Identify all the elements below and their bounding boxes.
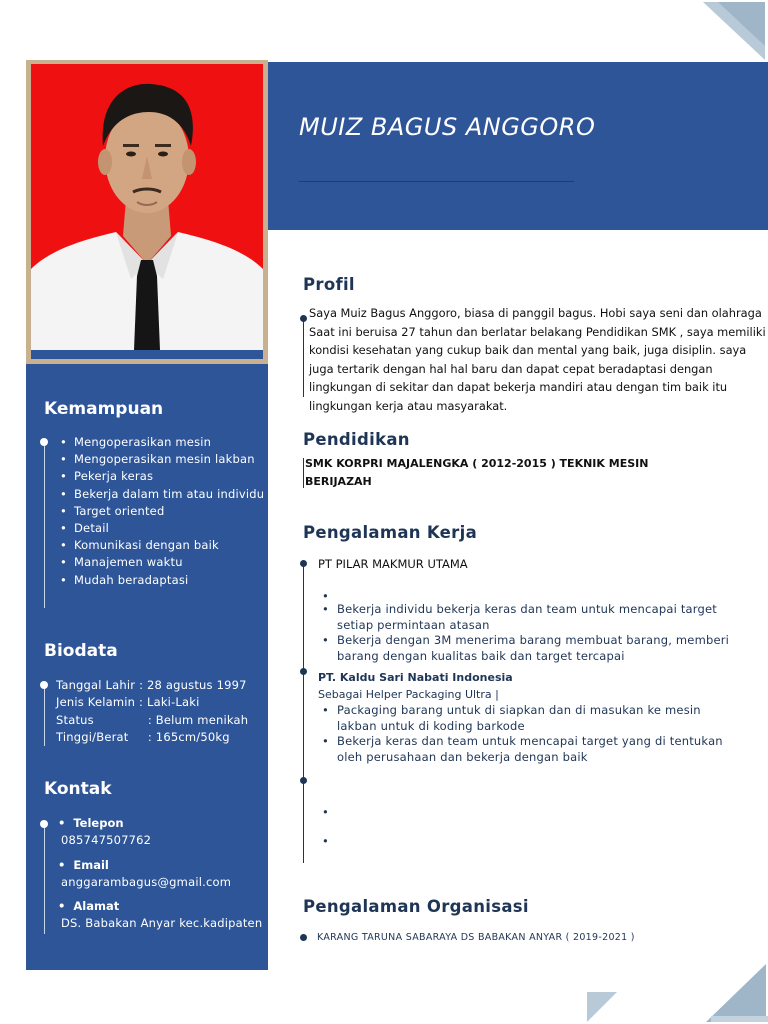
contact-title: Kontak xyxy=(44,779,112,799)
skills-list xyxy=(58,434,268,589)
sidebar xyxy=(26,364,268,970)
empty-bullet: • xyxy=(322,834,329,848)
biodata-timeline xyxy=(44,684,45,746)
education-title: Pendidikan xyxy=(303,430,410,449)
list-item: • Detail xyxy=(58,520,268,537)
list-item: • Mudah beradaptasi xyxy=(58,572,268,589)
phone-value: 085747507762 xyxy=(61,833,152,847)
list-item: • Mengoperasikan mesin xyxy=(58,434,268,451)
biodata-title: Biodata xyxy=(44,641,118,661)
decor-triangle-bottom-small xyxy=(587,992,617,1022)
education-entry xyxy=(305,455,665,490)
experience-timeline xyxy=(303,563,304,863)
email-value: anggarambagus@gmail.com xyxy=(61,875,232,889)
biodata-timeline-dot xyxy=(40,681,48,689)
contact-timeline-dot xyxy=(40,820,48,828)
candidate-name: MUIZ BAGUS ANGGORO xyxy=(299,113,596,141)
person-portrait-icon xyxy=(31,64,263,350)
organization-title: Pengalaman Organisasi xyxy=(303,897,529,916)
name-underline xyxy=(299,181,574,182)
biodata-row-birth: Tanggal Lahir : 28 agustus 1997 xyxy=(56,678,247,692)
empty-bullet: • xyxy=(322,805,329,819)
experience-timeline-dot xyxy=(300,777,307,784)
job2-duties xyxy=(318,703,738,765)
job-company: PT PILAR MAKMUR UTAMA xyxy=(318,557,468,571)
education-timeline xyxy=(303,458,304,488)
list-item: • Komunikasi dengan baik xyxy=(58,537,268,554)
list-item: • Bekerja individu bekerja keras dan team untuk mencapai target setiap permintaan atasan xyxy=(318,602,738,633)
profile-photo xyxy=(31,64,263,350)
experience-title: Pengalaman Kerja xyxy=(303,523,477,542)
list-item: • Pekerja keras xyxy=(58,468,268,485)
skills-timeline xyxy=(44,442,45,608)
address-value: DS. Babakan Anyar kec.kadipaten xyxy=(61,916,263,930)
biodata-row-status: Status : Belum menikah xyxy=(56,713,249,727)
empty-bullet: • xyxy=(322,589,329,603)
list-item: • Bekerja keras dan team untuk mencapai target yang di tentukan oleh perusahaan dan bekerja dengan baik xyxy=(318,734,738,765)
email-label: • Email xyxy=(58,858,109,872)
address-label: • Alamat xyxy=(58,899,119,913)
list-item: • Bekerja dalam tim atau individu xyxy=(58,486,268,503)
photo-bottom-strip xyxy=(31,350,263,359)
list-item: • Manajemen waktu xyxy=(58,554,268,571)
job1-duties xyxy=(318,602,738,664)
profile-text: Saya Muiz Bagus Anggoro, biasa di panggil bagus. Hobi saya seni dan olahraga Saat ini beruisa 27 tahun dan berlatar belakang Pendidikan SMK , saya memiliki kondisi kesehatan yang cukup baik dan mental yang baik, juga disiplin. saya juga tertarik dengan hal hal baru dan dapat cepat beradaptasi dengan lingkungan di sekitar dan dapat bekerja mandiri atau dengan tim baik itu lingkungan kerja atau masyarakat. xyxy=(309,306,766,413)
skills-timeline-dot xyxy=(40,438,48,446)
job-company: PT. Kaldu Sari Nabati Indonesia xyxy=(318,671,513,684)
skills-title: Kemampuan xyxy=(44,399,164,419)
corner-triangle-top-inner xyxy=(718,2,765,46)
contact-timeline xyxy=(44,824,45,934)
education-school: SMK KORPRI MAJALENGKA ( 2012-2015 ) TEKNIK MESIN xyxy=(305,457,649,470)
education-status: BERIJAZAH xyxy=(305,474,372,488)
profile-title: Profil xyxy=(303,275,355,294)
profile-timeline-dot xyxy=(300,315,307,322)
experience-timeline-dot xyxy=(300,668,307,675)
organization-timeline-dot xyxy=(300,934,307,941)
list-item: • Packaging barang untuk di siapkan dan di masukan ke mesin lakban untuk di koding barkode xyxy=(318,703,738,734)
biodata-row-height-weight: Tinggi/Berat : 165cm/50kg xyxy=(56,730,230,744)
biodata-row-gender: Jenis Kelamin : Laki-Laki xyxy=(56,695,200,709)
list-item: • Mengoperasikan mesin lakban xyxy=(58,451,268,468)
profile-timeline xyxy=(303,319,304,397)
organization-item: KARANG TARUNA SABARAYA DS BABAKAN ANYAR ( 2019-2021 ) xyxy=(317,932,635,943)
corner-bar-bottom xyxy=(711,1016,768,1022)
phone-label: • Telepon xyxy=(58,816,124,830)
list-item: • Bekerja dengan 3M menerima barang membuat barang, memberi barang dengan kualitas baik dan target tercapai xyxy=(318,633,738,664)
header-band xyxy=(268,62,768,230)
job-role: Sebagai Helper Packaging Ultra | xyxy=(318,688,499,701)
list-item: • Target oriented xyxy=(58,503,268,520)
corner-triangle-bottom xyxy=(706,964,766,1022)
experience-timeline-dot xyxy=(300,560,307,567)
